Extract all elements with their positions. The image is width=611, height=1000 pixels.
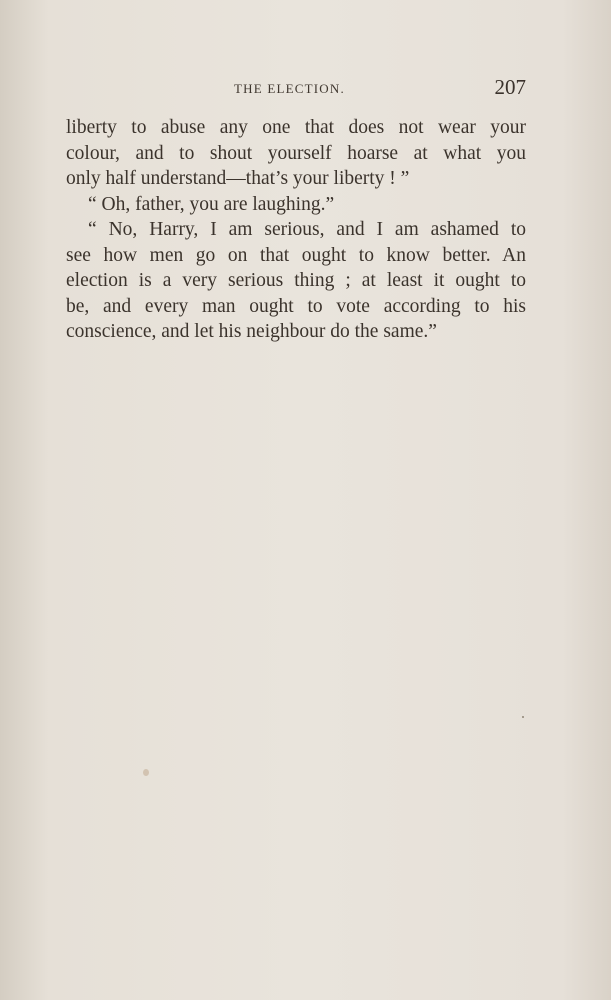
text-line: “ Oh, father, you are laughing.” [88,193,335,215]
text-line: election is a very serious thing ; at least it ought to [66,270,526,291]
text-line: conscience, and let his neighbour do the same.” [66,321,437,342]
page-number: 207 [494,75,526,99]
paper-speck [522,716,524,718]
text-line: only half understand—that’s your liberty ! ” [66,168,410,189]
text-line: see how men go on that ought to know better. An [66,244,526,266]
text-line: be, and every man ought to vote according to his [66,295,526,317]
paper-stain [143,769,149,776]
text-line: liberty to abuse any one that does not wear your [66,117,526,138]
text-line: “ No, Harry, I am serious, and I am ashamed to [88,219,526,240]
text-line: colour, and to shout yourself hoarse at what you [66,142,526,164]
page-header [66,75,526,102]
running-title: THE ELECTION. [234,81,345,96]
body-text [66,115,526,345]
